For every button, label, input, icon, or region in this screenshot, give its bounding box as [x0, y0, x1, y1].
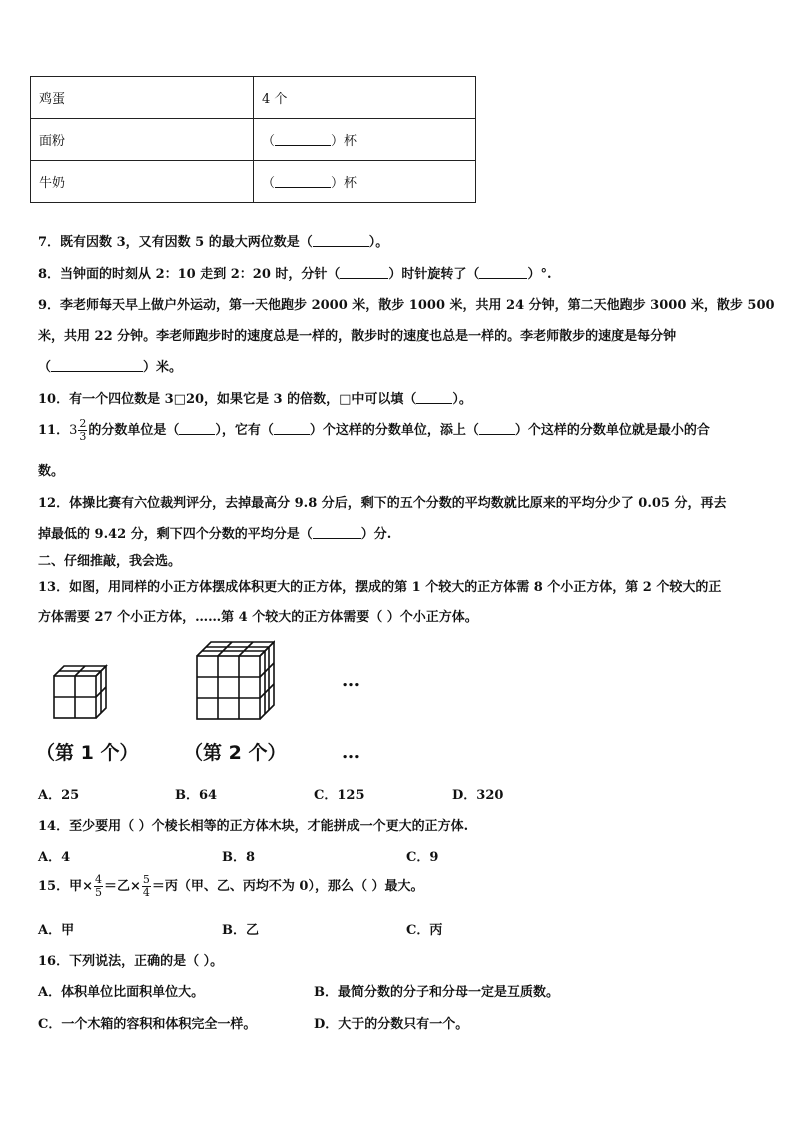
question-12-line-1: 12．体操比赛有六位裁判评分，去掉最高分 9.8 分后，剩下的五个分数的平均数就比原来的平均分少了 0.05 分，再去: [38, 496, 727, 511]
answer-blank[interactable]: [313, 526, 361, 539]
option-c[interactable]: C．125: [314, 788, 365, 803]
fraction-denominator: 3: [79, 430, 87, 443]
table-cell-name: 鸡蛋: [31, 77, 254, 119]
question-text: 的分数单位是（: [88, 423, 180, 438]
question-11-line-2: 数。: [38, 464, 65, 479]
question-tail: ）。: [368, 235, 389, 250]
question-text: 7．既有因数 3，又有因数 5 的最大两位数是（: [38, 235, 313, 250]
fraction-denominator: 5: [94, 886, 102, 899]
fraction-numerator: 2: [79, 417, 87, 430]
figure-2-label: （第 2 个）: [184, 742, 287, 764]
table-row: [31, 161, 476, 203]
question-text: ＝乙×: [103, 879, 141, 894]
question-tail: ）分.: [360, 527, 392, 542]
fraction: [78, 418, 87, 443]
answer-blank[interactable]: [275, 175, 331, 188]
question-16: 16．下列说法，正确的是（ ）。: [38, 954, 224, 969]
fraction: [94, 874, 103, 899]
question-text: 8．当钟面的时刻从 2：10 走到 2：20 时，分针（: [38, 267, 341, 282]
question-9-line-1: 9．李老师每天早上做户外运动，第一天他跑步 2000 米，散步 1000 米，共用 24 分钟，第二天他跑步 3000 米，散步 500: [38, 298, 775, 313]
table-row: [31, 119, 476, 161]
option-d[interactable]: D．大于的分数只有一个。: [314, 1017, 469, 1032]
option-c[interactable]: C．一个木箱的容积和体积完全一样。: [38, 1017, 257, 1032]
question-13-line-2: 方体需要 27 个小正方体，……第 4 个较大的正方体需要（ ）个小正方体。: [38, 610, 478, 625]
bracket-open: （: [262, 134, 276, 149]
mixed-number-whole: 3: [69, 423, 78, 438]
question-14: 14．至少要用（ ）个棱长相等的正方体木块，才能拼成一个更大的正方体.: [38, 819, 469, 834]
bracket-close: ）杯: [331, 134, 358, 149]
question-tail: ）米。: [143, 360, 183, 375]
option-b[interactable]: B．乙: [222, 923, 259, 938]
table-cell-value: [254, 119, 476, 161]
question-8: [38, 263, 551, 282]
answer-blank[interactable]: [479, 422, 515, 435]
option-a[interactable]: A．体积单位比面积单位大。: [38, 985, 205, 1000]
cube-figure-2: [193, 638, 275, 722]
question-number: 11．: [38, 423, 70, 438]
bracket-close: ）杯: [331, 176, 358, 191]
option-a[interactable]: A．4: [38, 850, 71, 865]
answer-blank[interactable]: [51, 359, 143, 372]
answer-blank[interactable]: [274, 422, 310, 435]
bracket-open: （: [262, 176, 276, 191]
table-cell-value: [254, 161, 476, 203]
fraction-numerator: 4: [94, 873, 102, 886]
question-text: ），它有（: [215, 423, 274, 438]
option-b[interactable]: B．最简分数的分子和分母一定是互质数。: [314, 985, 559, 1000]
question-mid: ）时针旋转了（: [388, 267, 480, 282]
question-10: [38, 388, 472, 407]
question-11-line-1: [38, 418, 710, 443]
answer-blank[interactable]: [479, 266, 527, 279]
fraction-denominator: 4: [142, 886, 150, 899]
option-b[interactable]: B．8: [222, 850, 256, 865]
table-cell-name: 面粉: [31, 119, 254, 161]
fraction-numerator: 5: [142, 873, 150, 886]
ellipsis: …: [342, 670, 360, 691]
ellipsis: …: [342, 742, 360, 763]
question-text: ＝丙（甲、乙、丙均不为 0），那么（ ）最大。: [151, 879, 424, 894]
question-9-line-2: 米，共用 22 分钟。李老师跑步时的速度总是一样的，散步时的速度也总是一样的。李老师散步的速度是每分钟: [38, 329, 677, 344]
option-a[interactable]: A．25: [38, 788, 80, 803]
question-7: [38, 231, 388, 250]
figure-1-label: （第 1 个）: [36, 742, 139, 764]
section-heading: 二、仔细推敲，我会选。: [38, 554, 182, 569]
question-13-line-1: 13．如图，用同样的小正方体摆成体积更大的正方体，摆成的第 1 个较大的正方体需 8 个小正方体，第 2 个较大的正: [38, 580, 722, 595]
answer-blank[interactable]: [416, 391, 452, 404]
option-a[interactable]: A．甲: [38, 923, 75, 938]
fraction: [142, 874, 151, 899]
question-15: [38, 874, 424, 899]
option-c[interactable]: C．丙: [406, 923, 443, 938]
answer-blank[interactable]: [275, 133, 331, 146]
option-c[interactable]: C．9: [406, 850, 439, 865]
question-tail: ）°.: [527, 267, 552, 282]
table-row: [31, 77, 476, 119]
answer-blank[interactable]: [179, 422, 215, 435]
option-b[interactable]: B．64: [175, 788, 218, 803]
answer-blank[interactable]: [340, 266, 388, 279]
question-text: ）个这样的分数单位就是最小的合: [514, 423, 710, 438]
question-12-line-2: [38, 523, 391, 542]
bracket-open: （: [38, 360, 52, 375]
question-text: 10．有一个四位数是 3□20，如果它是 3 的倍数，□中可以填（: [38, 392, 417, 407]
question-text: ）个这样的分数单位，添上（: [309, 423, 479, 438]
question-text: 15．甲×: [38, 879, 93, 894]
answer-blank[interactable]: [313, 234, 369, 247]
cube-figure-1: [50, 662, 110, 720]
question-tail: ）。: [452, 392, 472, 407]
table-cell-value: 4 个: [254, 77, 476, 119]
question-text: 掉最低的 9.42 分，剩下四个分数的平均分是（: [38, 527, 313, 542]
option-d[interactable]: D．320: [452, 788, 504, 803]
question-9-line-3: [38, 356, 182, 375]
table-cell-name: 牛奶: [31, 161, 254, 203]
ingredient-table: [30, 76, 476, 203]
